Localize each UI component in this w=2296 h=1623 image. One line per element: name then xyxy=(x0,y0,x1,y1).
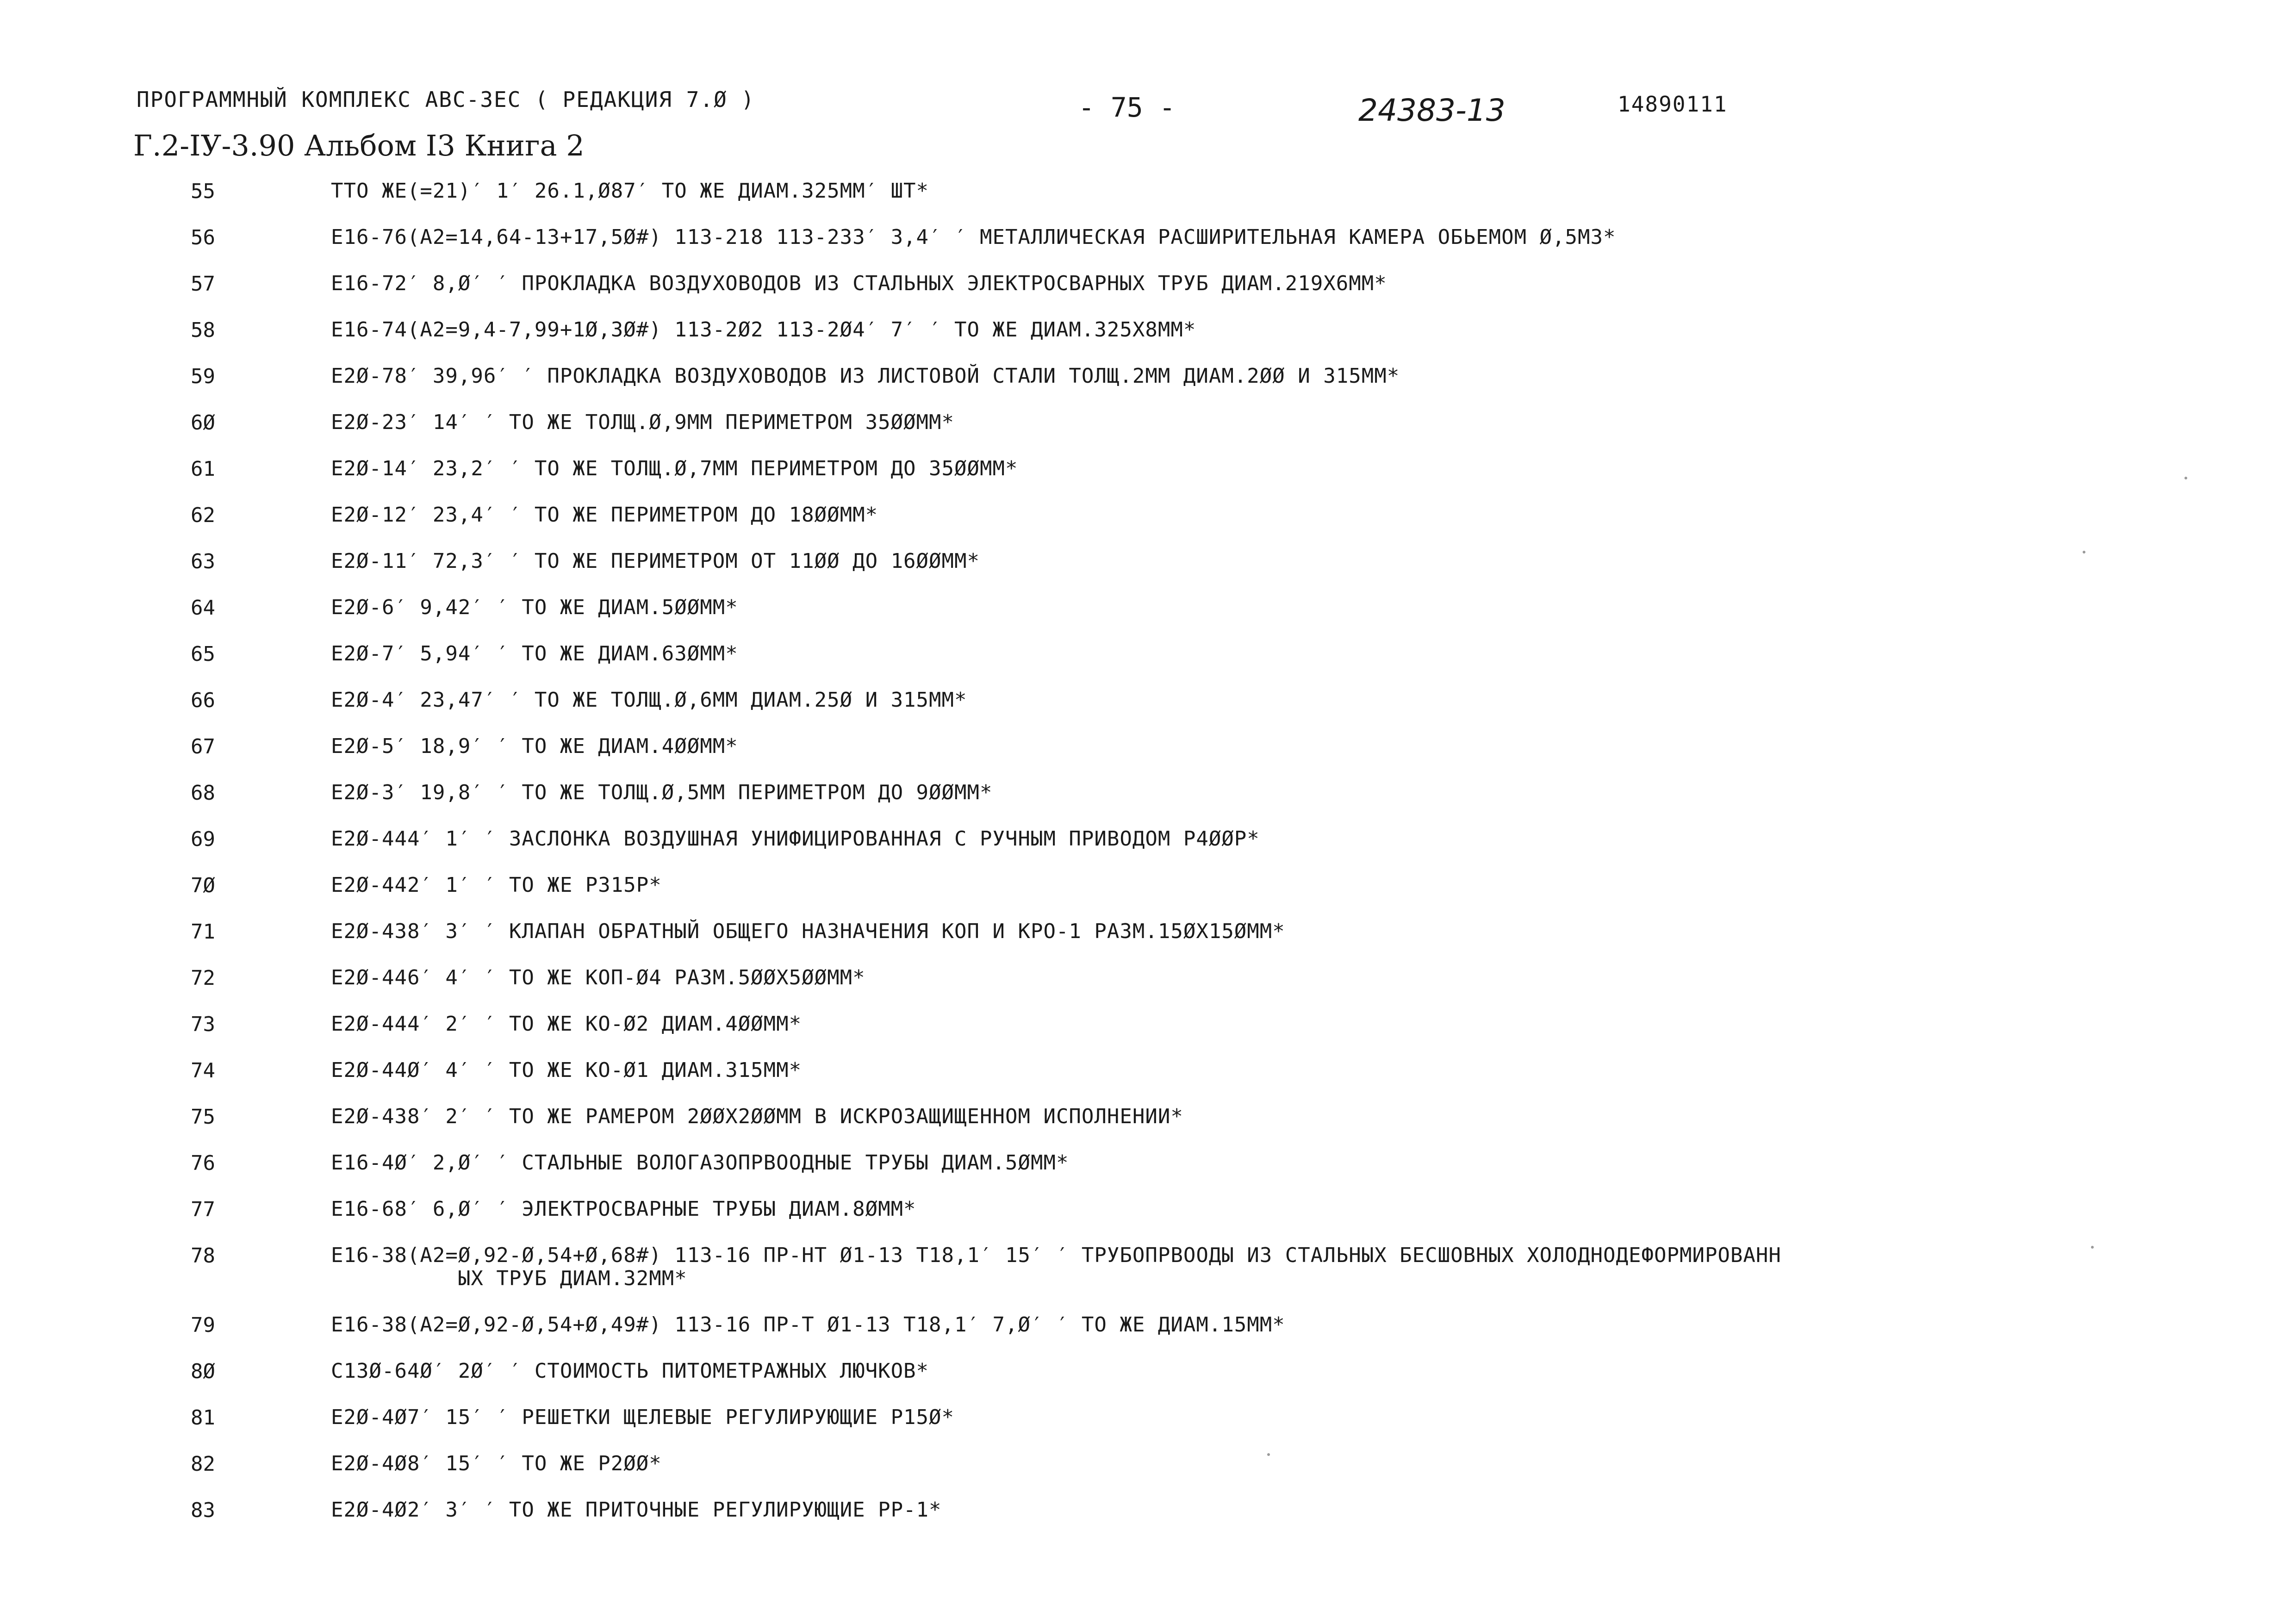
item-description: Е2Ø-444′ 1′ ′ ЗАСЛОНКА ВОЗДУШНАЯ УНИФИЦИРОВАННАЯ С РУЧНЫМ ПРИВОДОМ Р4ØØР* xyxy=(331,827,1260,851)
item-number: 65 xyxy=(191,642,215,666)
item-description: Е2Ø-7′ 5,94′ ′ ТО ЖЕ ДИАМ.63ØММ* xyxy=(331,642,738,665)
item-description: Е2Ø-11′ 72,3′ ′ ТО ЖЕ ПЕРИМЕТРОМ ОТ 11ØØ ДО 16ØØММ* xyxy=(331,549,980,573)
item-number: 62 xyxy=(191,504,215,527)
item-number: 76 xyxy=(191,1151,215,1175)
list-item xyxy=(0,318,2296,365)
list-item xyxy=(0,1452,2296,1499)
item-number: 81 xyxy=(191,1406,215,1430)
item-number: 66 xyxy=(191,689,215,712)
list-item xyxy=(0,1198,2296,1244)
list-item xyxy=(0,874,2296,920)
page-number: - 75 - xyxy=(1078,92,1176,123)
item-number: 73 xyxy=(191,1013,215,1036)
item-description: Е2Ø-5′ 18,9′ ′ ТО ЖЕ ДИАМ.4ØØММ* xyxy=(331,734,738,758)
item-number: 79 xyxy=(191,1313,215,1337)
item-description: Е2Ø-4Ø2′ 3′ ′ ТО ЖЕ ПРИТОЧНЫЕ РЕГУЛИРУЮЩИЕ РР-1* xyxy=(331,1498,942,1522)
list-item xyxy=(0,596,2296,642)
list-item xyxy=(0,272,2296,318)
list-item xyxy=(0,735,2296,781)
item-description: С13Ø-64Ø′ 2Ø′ ′ СТОИМОСТЬ ПИТОМЕТРАЖНЫХ ЛЮЧКОВ* xyxy=(331,1359,929,1383)
list-item xyxy=(0,1013,2296,1059)
item-number: 63 xyxy=(191,550,215,573)
item-number: 59 xyxy=(191,365,215,388)
item-description: Е2Ø-12′ 23,4′ ′ ТО ЖЕ ПЕРИМЕТРОМ ДО 18ØØММ* xyxy=(331,503,878,527)
list-item xyxy=(0,781,2296,827)
item-description: Е2Ø-14′ 23,2′ ′ ТО ЖЕ ТОЛЩ.Ø,7ММ ПЕРИМЕТРОМ ДО 35ØØММ* xyxy=(331,457,1018,480)
list-item xyxy=(0,1244,2296,1313)
item-number: 75 xyxy=(191,1105,215,1129)
list-item xyxy=(0,411,2296,457)
item-description: Е16-74(А2=9,4-7,99+1Ø,3Ø#) 113-2Ø2 113-2Ø4′ 7′ ′ ТО ЖЕ ДИАМ.325Х8ММ* xyxy=(331,318,1196,342)
item-description: Е2Ø-44Ø′ 4′ ′ ТО ЖЕ КО-Ø1 ДИАМ.315ММ* xyxy=(331,1058,802,1082)
list-item xyxy=(0,180,2296,226)
item-description: Е2Ø-3′ 19,8′ ′ ТО ЖЕ ТОЛЩ.Ø,5ММ ПЕРИМЕТРОМ ДО 9ØØММ* xyxy=(331,781,993,804)
item-number: 58 xyxy=(191,318,215,342)
list-item xyxy=(0,1313,2296,1360)
item-description: Е2Ø-78′ 39,96′ ′ ПРОКЛАДКА ВОЗДУХОВОДОВ ИЗ ЛИСТОВОЙ СТАЛИ ТОЛЩ.2ММ ДИАМ.2ØØ И 315ММ* xyxy=(331,364,1400,388)
item-number: 61 xyxy=(191,457,215,481)
document-code: 14890111 xyxy=(1618,92,1728,117)
list-item xyxy=(0,1499,2296,1545)
list-item xyxy=(0,550,2296,596)
list-item xyxy=(0,1151,2296,1198)
item-number: 68 xyxy=(191,781,215,805)
item-number: 7Ø xyxy=(191,874,215,897)
document-number: 24383-13 xyxy=(1358,93,1506,128)
list-item xyxy=(0,504,2296,550)
scan-speck xyxy=(2083,551,2085,553)
item-description: Е16-76(А2=14,64-13+17,5Ø#) 113-218 113-233′ 3,4′ ′ МЕТАЛЛИЧЕСКАЯ РАСШИРИТЕЛЬНАЯ КАМЕРА ОБЬЕМОМ Ø,5М3* xyxy=(331,225,1616,249)
item-description: Е2Ø-442′ 1′ ′ ТО ЖЕ Р315Р* xyxy=(331,873,662,897)
scan-speck xyxy=(2091,1246,2094,1249)
item-number: 56 xyxy=(191,226,215,249)
list-item xyxy=(0,966,2296,1013)
list-item xyxy=(0,1360,2296,1406)
item-number: 6Ø xyxy=(191,411,215,435)
item-description: Е16-38(А2=Ø,92-Ø,54+Ø,49#) 113-16 ПР-Т Ø1-13 Т18,1′ 7,Ø′ ′ ТО ЖЕ ДИАМ.15ММ* xyxy=(331,1313,1285,1337)
list-item xyxy=(0,365,2296,411)
item-number: 77 xyxy=(191,1198,215,1221)
item-description: Е2Ø-438′ 3′ ′ КЛАПАН ОБРАТНЫЙ ОБЩЕГО НАЗНАЧЕНИЯ КОП И КРО-1 РАЗМ.15ØХ15ØММ* xyxy=(331,920,1285,943)
item-number: 67 xyxy=(191,735,215,759)
list-item xyxy=(0,642,2296,689)
item-description: Е16-68′ 6,Ø′ ′ ЭЛЕКТРОСВАРНЫЕ ТРУБЫ ДИАМ.8ØММ* xyxy=(331,1197,916,1221)
item-description: Е2Ø-6′ 9,42′ ′ ТО ЖЕ ДИАМ.5ØØММ* xyxy=(331,596,738,619)
item-description: Е2Ø-23′ 14′ ′ ТО ЖЕ ТОЛЩ.Ø,9ММ ПЕРИМЕТРОМ 35ØØММ* xyxy=(331,410,955,434)
list-item xyxy=(0,1105,2296,1151)
list-item xyxy=(0,226,2296,272)
item-number: 82 xyxy=(191,1452,215,1476)
item-description: Е16-72′ 8,Ø′ ′ ПРОКЛАДКА ВОЗДУХОВОДОВ ИЗ СТАЛЬНЫХ ЭЛЕКТРОСВАРНЫХ ТРУБ ДИАМ.219Х6ММ* xyxy=(331,272,1387,295)
item-number: 74 xyxy=(191,1059,215,1082)
item-description: Е2Ø-444′ 2′ ′ ТО ЖЕ КО-Ø2 ДИАМ.4ØØММ* xyxy=(331,1012,802,1036)
scan-speck xyxy=(2184,477,2187,479)
scan-speck xyxy=(1267,1453,1270,1456)
program-title: ПРОГРАММНЫЙ КОМПЛЕКС АВС-3ЕС ( РЕДАКЦИЯ 7.Ø ) xyxy=(137,87,755,112)
item-number: 69 xyxy=(191,827,215,851)
item-number: 83 xyxy=(191,1499,215,1522)
item-description: Е2Ø-446′ 4′ ′ ТО ЖЕ КОП-Ø4 РАЗМ.5ØØХ5ØØММ* xyxy=(331,966,865,989)
list-item xyxy=(0,827,2296,874)
list-item xyxy=(0,920,2296,966)
item-description: Е2Ø-4Ø7′ 15′ ′ РЕШЕТКИ ЩЕЛЕВЫЕ РЕГУЛИРУЮЩИЕ Р15Ø* xyxy=(331,1405,955,1429)
item-number: 72 xyxy=(191,966,215,990)
item-description: Е2Ø-438′ 2′ ′ ТО ЖЕ РАМЕРОМ 2ØØХ2ØØММ В ИСКРОЗАЩИЩЕННОМ ИСПОЛНЕНИИ* xyxy=(331,1105,1183,1128)
estimate-list xyxy=(0,180,2296,1545)
item-description: Е16-4Ø′ 2,Ø′ ′ СТАЛЬНЫЕ ВОЛОГАЗОПРВООДНЫЕ ТРУБЫ ДИАМ.5ØММ* xyxy=(331,1151,1069,1175)
item-number: 64 xyxy=(191,596,215,620)
list-item xyxy=(0,457,2296,504)
item-description: Е2Ø-4′ 23,47′ ′ ТО ЖЕ ТОЛЩ.Ø,6ММ ДИАМ.25Ø И 315ММ* xyxy=(331,688,967,712)
list-item xyxy=(0,1406,2296,1452)
item-description: Е2Ø-4Ø8′ 15′ ′ ТО ЖЕ Р2ØØ* xyxy=(331,1452,662,1475)
album-title: Г.2-IУ-3.90 Альбом I3 Книга 2 xyxy=(133,129,585,162)
item-number: 78 xyxy=(191,1244,215,1268)
item-description: ТТО ЖЕ(=21)′ 1′ 26.1,Ø87′ ТО ЖЕ ДИАМ.325ММ′ ШТ* xyxy=(331,179,929,203)
item-number: 71 xyxy=(191,920,215,944)
item-number: 57 xyxy=(191,272,215,296)
item-number: 8Ø xyxy=(191,1360,215,1383)
list-item xyxy=(0,1059,2296,1105)
item-number: 55 xyxy=(191,180,215,203)
list-item xyxy=(0,689,2296,735)
item-description: Е16-38(А2=Ø,92-Ø,54+Ø,68#) 113-16 ПР-НТ Ø1-13 Т18,1′ 15′ ′ ТРУБОПРВООДЫ ИЗ СТАЛЬНЫХ БЕСШОВНЫХ ХОЛОДНОДЕФОРМИРОВАНН ЫХ ТРУБ ДИАМ.32ММ* xyxy=(331,1244,1781,1290)
